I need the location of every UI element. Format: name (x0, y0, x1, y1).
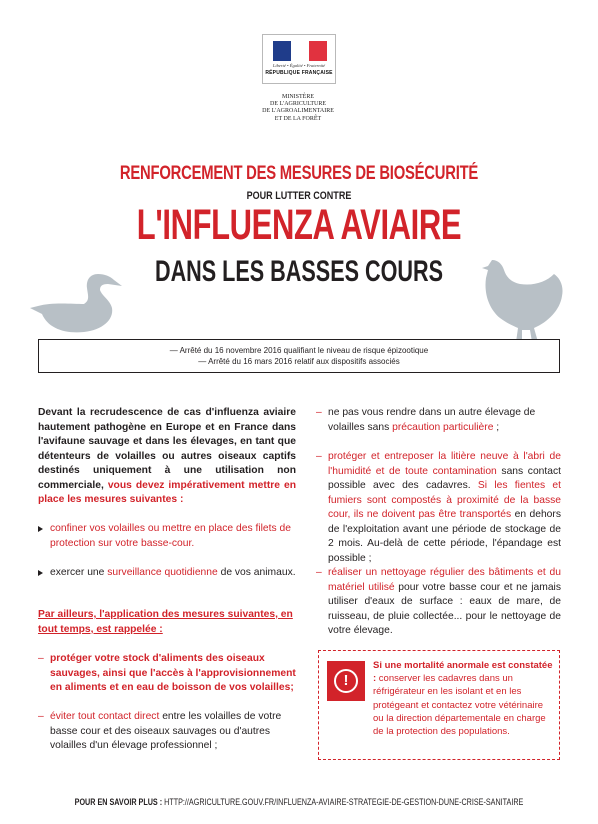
alert-body: conserver les cadavres dans un réfrigérateur en les isolant et en les protégeant et contactez votre vétérinaire ou la direction départementale en charge de la protection des populations. (373, 673, 546, 738)
exclamation-icon: ! (334, 669, 358, 693)
duck-icon (28, 270, 126, 340)
item-text: sans contact possible avec des cadavres. (328, 465, 562, 491)
list-item (38, 522, 296, 551)
dash-bullet: – (316, 451, 322, 462)
item-text: exercer une (50, 567, 108, 578)
item-emphasis: protéger et entreposer la litière neuve à l'abri de l'humidité et de toute contamination (328, 451, 561, 477)
dash-bullet: – (38, 653, 44, 664)
dash-bullet: – (316, 407, 322, 418)
intro-paragraph (38, 406, 296, 508)
alert-text (373, 659, 555, 738)
main-title: L'INFLUENZA AVIAIRE (136, 201, 462, 249)
item-emphasis: Si les fientes et fumiers sont compostés à proximité de la basse cour, ils ne doivent pas être transportés (328, 480, 561, 520)
section-subheading: Par ailleurs, l'application des mesures suivantes, en tout temps, est rappelée : (38, 609, 293, 635)
title-line-2: POUR LUTTER CONTRE (246, 190, 352, 202)
logo-republic: RÉPUBLIQUE FRANÇAISE (265, 70, 333, 76)
hen-icon (478, 258, 566, 344)
footer-label: POUR EN SAVOIR PLUS : (74, 797, 163, 807)
item-text: entre les volailles de votre basse cour et des oiseaux sauvages ou d'autres volailles d'un élevage professionnel ; (50, 711, 282, 751)
item-text: pour votre basse cour et ne jamais utiliser d'eaux de surface : eaux de mare, de ruisseau, de pluie collectée... pour le nettoyage de votre élevage. (328, 581, 561, 636)
alert-heading: Si une mortalité anormale est constatée : (373, 660, 553, 685)
list-item (316, 450, 561, 566)
title-line-4: DANS LES BASSES COURS (154, 255, 444, 288)
item-text: en dehors de l'exploitation avant une période de stockage de 2 mois. Au-delà de cette période, l'épandage est possible ; (328, 509, 561, 564)
ministry-line: DE L'AGRICULTURE (269, 101, 327, 108)
triangle-bullet-icon (38, 570, 43, 576)
item-emphasis: protéger votre stock d'aliments des oiseaux sauvages, ainsi que l'accès à l'approvisionnement en aliments et en eau de boisson de vos volailles; (50, 653, 296, 693)
ministry-line: DE L'AGROALIMENTAIRE (262, 108, 334, 115)
item-emphasis: éviter tout contact direct (50, 711, 160, 722)
list-item (316, 406, 561, 435)
item-text: ne pas vous rendre dans un autre élevage de volailles sans (328, 407, 536, 433)
ministry-name (258, 94, 338, 123)
mortality-alert (318, 650, 560, 760)
list-item (316, 566, 561, 639)
intro-text: Devant la recrudescence de cas d'influenza aviaire hautement pathogène en Europe et en France dans l'avifaune sauvage et dans les élevages, en tant que détenteurs de volailles ou autres oiseaux captifs destinés uniquement à une utilisation non commerciale, (38, 407, 296, 491)
item-emphasis: précaution particulière (392, 421, 494, 433)
alert-badge (327, 661, 365, 701)
item-emphasis: réaliser un nettoyage régulier des bâtiments et du matériel utilisé (328, 567, 561, 593)
footer-more-info (60, 797, 538, 807)
reference-line: — Arrêté du 16 mars 2016 relatif aux dispositifs associés (198, 357, 400, 366)
item-text: ; (493, 421, 500, 433)
dash-bullet: – (38, 711, 44, 722)
reference-line: — Arrêté du 16 novembre 2016 qualifiant le niveau de risque épizootique (169, 346, 429, 355)
ministry-line: MINISTÈRE (282, 94, 314, 100)
list-item (38, 566, 296, 581)
logo-motto: Liberté • Égalité • Fraternité (272, 63, 326, 68)
list-item (38, 652, 296, 696)
item-text: confiner vos volailles ou mettre en place des filets de protection sur votre basse-cour. (50, 523, 291, 549)
list-item (38, 710, 296, 754)
french-flag-icon (273, 41, 327, 61)
item-emphasis: surveillance quotidienne (107, 567, 218, 578)
title-line-1: RENFORCEMENT DES MESURES DE BIOSÉCURITÉ (119, 163, 479, 184)
footer-url[interactable]: HTTP://AGRICULTURE.GOUV.FR/INFLUENZA-AVIAIRE-STRATEGIE-DE-GESTION-DUNE-CRISE-SANITAIRE (162, 797, 524, 807)
marianne-logo (262, 34, 336, 84)
triangle-bullet-icon (38, 526, 43, 532)
item-text: de vos animaux. (217, 567, 296, 578)
dash-bullet: – (316, 567, 322, 578)
ministry-line: ET DE LA FORÊT (274, 115, 322, 122)
legal-references (38, 339, 560, 373)
intro-emphasis: vous devez impérativement mettre en place les mesures suivantes : (38, 479, 296, 505)
